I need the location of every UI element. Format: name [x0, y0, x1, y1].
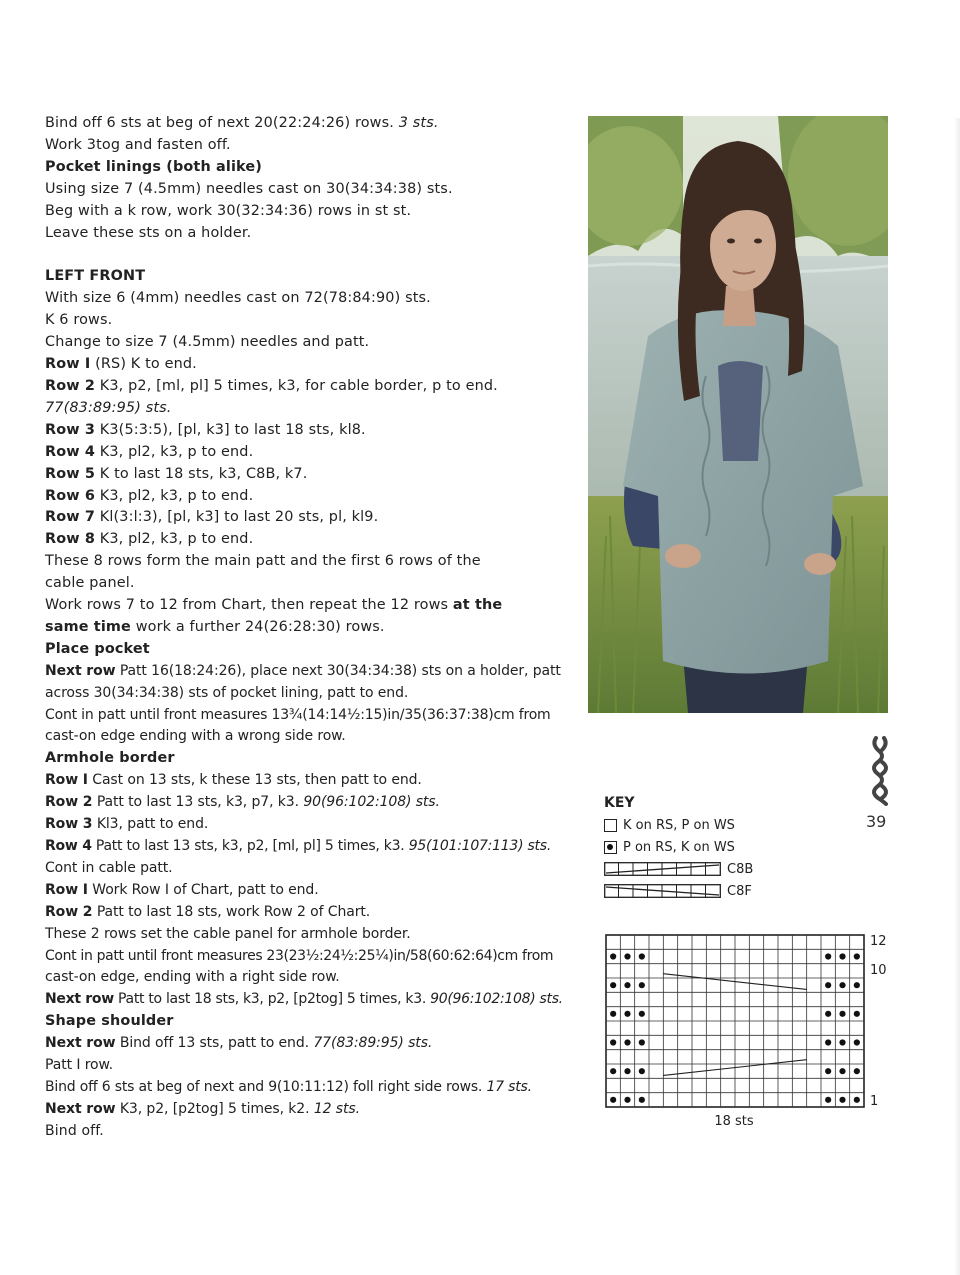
row-instruction: Row 2 K3, p2, [ml, pl] 5 times, k3, for cable border, p to end.: [45, 377, 498, 394]
purl-stitch-dot: [839, 1011, 845, 1017]
row-instruction: Row I (RS) K to end.: [45, 356, 197, 373]
purl-stitch-dot: [639, 1068, 645, 1074]
purl-stitch-dot: [839, 1039, 845, 1045]
chart-stitch-count-label: 18 sts: [714, 1114, 754, 1129]
purl-stitch-dot: [639, 1039, 645, 1045]
row-instruction: Row 8 K3, pl2, k3, p to end.: [45, 531, 254, 548]
row-instruction: Row 7 Kl(3:l:3), [pl, k3] to last 20 sts, pl, kl9.: [45, 509, 379, 526]
key-item-purl: [604, 836, 804, 858]
row-instruction: Next row K3, p2, [p2tog] 5 times, k2. 12 sts.: [45, 1100, 360, 1117]
section-heading-place-pocket: Place pocket: [45, 640, 150, 657]
instruction-line: Beg with a k row, work 30(32:34:36) rows in st st.: [45, 202, 412, 219]
key-item-label: K on RS, P on WS: [623, 817, 735, 833]
cable-chart-grid: [604, 933, 866, 1109]
section-heading-pocket-linings: Pocket linings (both alike): [45, 158, 263, 175]
instruction-line: Leave these sts on a holder.: [45, 224, 252, 241]
purl-stitch-dot: [610, 953, 616, 959]
purl-stitch-dot: [854, 1068, 860, 1074]
instruction-line: K 6 rows.: [45, 312, 113, 329]
purl-stitch-dot: [639, 1011, 645, 1017]
instruction-line: across 30(34:34:38) sts of pocket lining, patt to end.: [45, 684, 409, 701]
key-title: KEY: [604, 795, 635, 811]
page-number: 39: [866, 812, 887, 831]
instruction-line: Cont in patt until front measures 23(23½:24½:25¼)in/58(60:62:64)cm from: [45, 947, 554, 964]
purl-stitch-dot: [624, 1068, 630, 1074]
row-instruction: Row I Work Row I of Chart, patt to end.: [45, 881, 319, 898]
chart-row-label-12: 12: [870, 934, 887, 949]
purl-stitch-dot: [854, 953, 860, 959]
section-heading-left-front: LEFT FRONT: [45, 268, 146, 285]
purl-stitch-dot: [839, 982, 845, 988]
instruction-line: Cont in patt until front measures 13¾(14:14½:15)in/35(36:37:38)cm from: [45, 706, 551, 723]
purl-symbol-icon: [604, 841, 617, 854]
row-instruction: Row 6 K3, pl2, k3, p to end.: [45, 487, 254, 504]
knit-symbol-icon: [604, 819, 617, 832]
c8f-cable-icon: [604, 884, 721, 898]
row-instruction: Row 3 K3(5:3:5), [pl, k3] to last 18 sts, kl8.: [45, 421, 366, 438]
purl-stitch-dot: [839, 1097, 845, 1103]
instruction-line: Work 3tog and fasten off.: [45, 136, 231, 153]
instruction-line: cast-on edge, ending with a right side row.: [45, 969, 340, 986]
chart-key: [604, 792, 804, 902]
section-heading-shape-shoulder: Shape shoulder: [45, 1013, 174, 1030]
key-item-label: C8B: [727, 861, 754, 877]
key-item-c8f: [604, 880, 804, 902]
chart-row-label-1: 1: [870, 1094, 879, 1109]
purl-stitch-dot: [624, 953, 630, 959]
instruction-line: Bind off.: [45, 1122, 104, 1139]
purl-stitch-dot: [610, 1039, 616, 1045]
row-instruction: Row 4 Patt to last 13 sts, k3, p2, [ml, pl] 5 times, k3. 95(101:107:113) sts.: [45, 838, 552, 854]
row-instruction: Row 3 Kl3, patt to end.: [45, 816, 209, 833]
purl-stitch-dot: [825, 982, 831, 988]
pattern-instructions: [45, 113, 580, 1143]
row-instruction: Next row Bind off 13 sts, patt to end. 77(83:89:95) sts.: [45, 1035, 433, 1052]
row-instruction: Row 2 Patt to last 13 sts, k3, p7, k3. 90(96:102:108) sts.: [45, 794, 440, 811]
purl-stitch-dot: [624, 982, 630, 988]
purl-stitch-dot: [639, 1097, 645, 1103]
instruction-line: cable panel.: [45, 575, 135, 592]
purl-stitch-dot: [639, 982, 645, 988]
row-instruction: Row I Cast on 13 sts, k these 13 sts, then patt to end.: [45, 772, 422, 789]
section-heading-armhole-border: Armhole border: [45, 750, 175, 767]
purl-stitch-dot: [624, 1097, 630, 1103]
instruction-line: Patt I row.: [45, 1057, 113, 1074]
purl-stitch-dot: [624, 1011, 630, 1017]
row-instruction: Next row Patt 16(18:24:26), place next 30(34:34:38) sts on a holder, patt: [45, 662, 561, 679]
row-instruction: Row 5 K to last 18 sts, k3, C8B, k7.: [45, 465, 308, 482]
row-instruction: Next row Patt to last 18 sts, k3, p2, [p2tog] 5 times, k3. 90(96:102:108) sts.: [45, 991, 563, 1008]
purl-stitch-dot: [610, 1068, 616, 1074]
chart-row-label-10: 10: [870, 963, 887, 978]
purl-stitch-dot: [825, 1011, 831, 1017]
purl-stitch-dot: [839, 953, 845, 959]
model-photo: [588, 116, 888, 713]
instruction-line: With size 6 (4mm) needles cast on 72(78:84:90) sts.: [45, 290, 431, 307]
purl-stitch-dot: [825, 953, 831, 959]
instruction-line: Bind off 6 sts at beg of next 20(22:24:26) rows. 3 sts.: [45, 115, 439, 131]
instruction-line: same time work a further 24(26:28:30) rows.: [45, 618, 385, 635]
c8b-cable-icon: [604, 862, 721, 876]
instruction-line: Change to size 7 (4.5mm) needles and patt.: [45, 334, 370, 351]
stitch-count: 77(83:89:95) sts.: [45, 399, 172, 416]
purl-stitch-dot: [854, 1097, 860, 1103]
instruction-line: cast-on edge ending with a wrong side row.: [45, 728, 346, 745]
purl-stitch-dot: [854, 982, 860, 988]
instruction-line: Using size 7 (4.5mm) needles cast on 30(34:34:38) sts.: [45, 180, 453, 197]
instruction-line: Work rows 7 to 12 from Chart, then repeat the 12 rows at the: [45, 597, 503, 614]
instruction-line: Cont in cable patt.: [45, 859, 173, 876]
cable-motif-icon: [868, 736, 892, 806]
purl-stitch-dot: [624, 1039, 630, 1045]
instruction-line: These 8 rows form the main patt and the first 6 rows of the: [45, 553, 481, 570]
row-instruction: Row 4 K3, pl2, k3, p to end.: [45, 443, 254, 460]
instruction-line: Bind off 6 sts at beg of next and 9(10:11:12) foll right side rows. 17 sts.: [45, 1078, 532, 1095]
key-item-c8b: [604, 858, 804, 880]
key-item-label: C8F: [727, 883, 752, 899]
purl-stitch-dot: [639, 953, 645, 959]
model-photo-illustration: [588, 116, 888, 713]
row-instruction: Row 2 Patt to last 18 sts, work Row 2 of Chart.: [45, 903, 371, 920]
page-edge-shadow: [954, 118, 960, 1275]
instruction-line: These 2 rows set the cable panel for armhole border.: [45, 925, 411, 942]
cable-chart: [604, 933, 866, 1109]
key-item-knit: [604, 814, 804, 836]
purl-stitch-dot: [839, 1068, 845, 1074]
purl-stitch-dot: [610, 1097, 616, 1103]
purl-stitch-dot: [825, 1068, 831, 1074]
purl-stitch-dot: [610, 982, 616, 988]
purl-stitch-dot: [825, 1039, 831, 1045]
purl-stitch-dot: [854, 1011, 860, 1017]
key-item-label: P on RS, K on WS: [623, 839, 735, 855]
purl-stitch-dot: [610, 1011, 616, 1017]
purl-stitch-dot: [854, 1039, 860, 1045]
purl-stitch-dot: [825, 1097, 831, 1103]
